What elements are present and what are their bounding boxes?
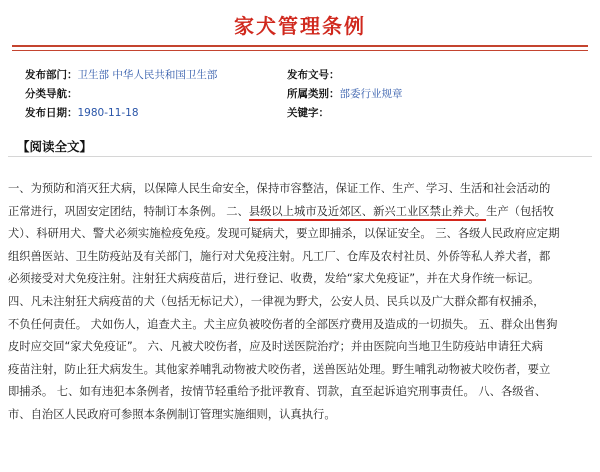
body-line: 四、凡未注射狂犬病疫苗的犬（包括无标记犬），一律视为野犬，公安人员、民兵以及广大群众都有权捕杀， bbox=[8, 294, 545, 308]
body-text-segment: 生产（包括牧 bbox=[486, 204, 554, 218]
body-line: 必须接受对犬免疫注射。注射狂犬病疫苗后，进行登记、收费，发给“家犬免疫证”，并在犬身作统一标记。 bbox=[8, 272, 540, 286]
body-line: 即捕杀。 七、如有违犯本条例者，按情节轻重给予批评教育、罚款，直至起诉追究刑事责任。 八、各级省、 bbox=[8, 385, 547, 399]
date-value: 1980-11-18 bbox=[77, 107, 139, 119]
body-line bbox=[8, 201, 593, 224]
title-rule-bottom bbox=[12, 50, 588, 51]
body-line: 组织兽医站、卫生防疫站及有关部门，施行对犬免疫注射。凡工厂、仓库及农村社员、外侨等私人养犬者，都 bbox=[8, 249, 551, 263]
title-rule-top bbox=[12, 45, 588, 47]
meta-scope bbox=[287, 87, 403, 101]
read-fulltext-link[interactable]: 【阅读全文】 bbox=[17, 139, 93, 154]
doc-number-label: 发布文号： bbox=[287, 69, 340, 81]
department-link[interactable]: 卫生部 中华人民共和国卫生部 bbox=[77, 69, 218, 81]
regulation-body bbox=[8, 178, 593, 427]
department-label: 发布部门： bbox=[25, 69, 78, 81]
body-line: 疫苗注射，防止狂犬病发生。其他家养哺乳动物被犬咬伤者，送兽医站处理。野生哺乳动物被犬咬伤者，要立 bbox=[8, 362, 551, 376]
highlighted-clause: 县级以上城市及近郊区、新兴工业区禁止养犬。 bbox=[249, 205, 486, 221]
section-divider bbox=[8, 156, 592, 157]
body-line: 一、为预防和消灭狂犬病，以保障人民生命安全，保持市容整洁，保证工作、生产、学习、生活和社会活动的 bbox=[8, 182, 551, 195]
body-line: 市、自治区人民政府可参照本条例制订管理实施细则，认真执行。 bbox=[8, 407, 336, 421]
meta-keywords bbox=[287, 106, 329, 120]
body-text-segment: 正常进行，巩固安定团结，特制订本条例。 二、 bbox=[8, 204, 249, 218]
page-title: 家犬管理条例 bbox=[234, 14, 366, 38]
body-line: 皮时应交回“家犬免疫证”。 六、凡被犬咬伤者，应及时送医院治疗；并由医院向当地卫生防疫站申请狂犬病 bbox=[8, 340, 543, 354]
body-line: 不负任何责任。 犬如伤人，追查犬主。犬主应负被咬伤者的全部医疗费用及造成的一切损失。 五、群众出售狗 bbox=[8, 317, 558, 331]
date-label: 发布日期： bbox=[25, 107, 78, 119]
meta-department bbox=[25, 68, 217, 82]
scope-link[interactable]: 部委行业规章 bbox=[339, 88, 403, 100]
scope-label: 所属类别： bbox=[287, 88, 340, 100]
meta-doc-number bbox=[287, 68, 340, 82]
meta-category bbox=[25, 87, 78, 101]
keywords-label: 关键字： bbox=[287, 107, 329, 119]
category-label: 分类导航： bbox=[25, 88, 78, 100]
meta-date bbox=[25, 106, 139, 120]
body-line: 犬）、科研用犬、警犬必须实施检疫免疫。发现可疑病犬，要立即捕杀，以保证安全。 三、各级人民政府应定期 bbox=[8, 227, 560, 241]
